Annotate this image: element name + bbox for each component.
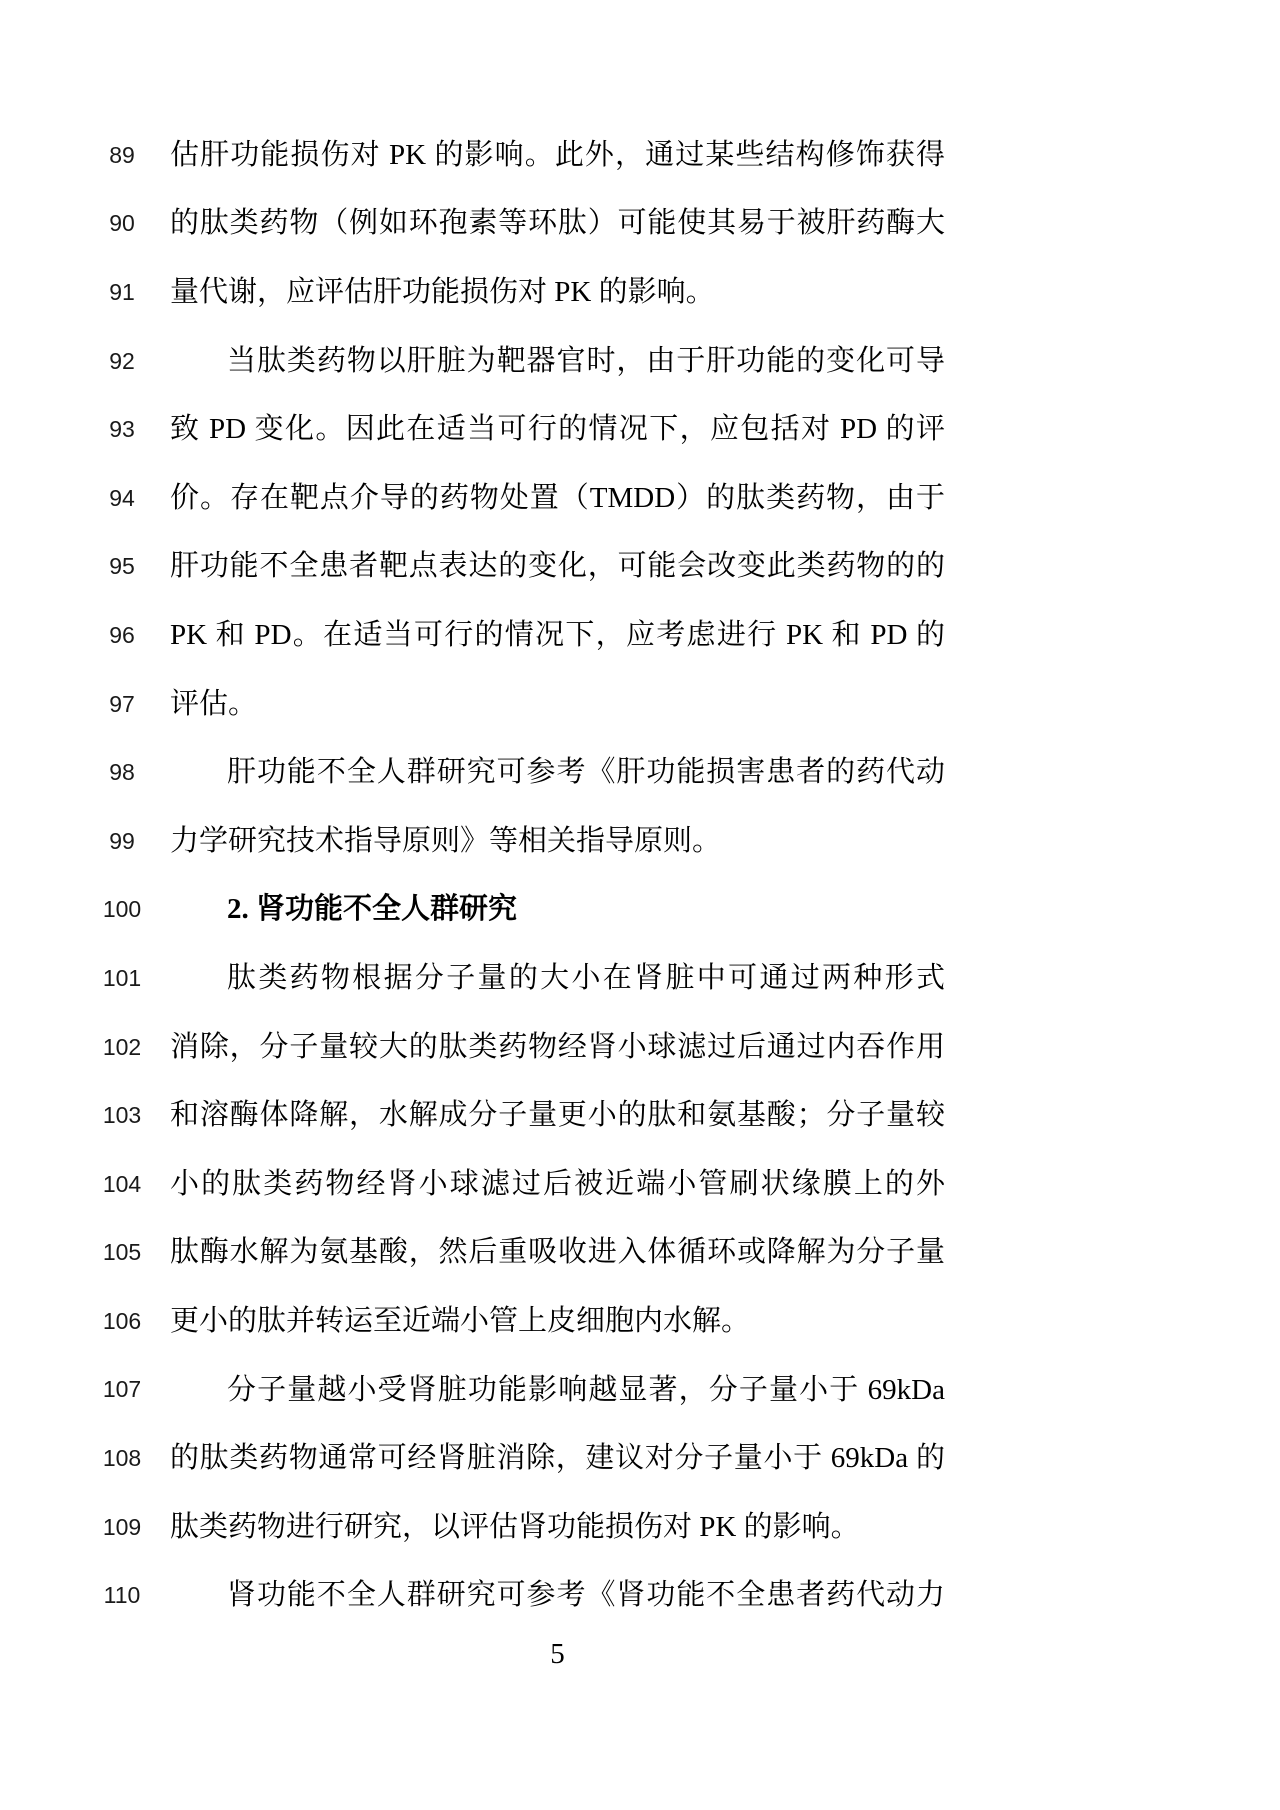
line-text: 小的肽类药物经肾小球滤过后被近端小管刷状缘膜上的外 [170, 1167, 945, 1200]
line-row [0, 1356, 945, 1425]
line-number: 110 [103, 1582, 141, 1609]
line-row [0, 121, 945, 190]
line-number: 100 [102, 896, 142, 923]
line-text: 肝功能不全人群研究可参考《肝功能损害患者的药代动 [227, 756, 945, 789]
text-lines [0, 121, 945, 1630]
line-row [0, 876, 945, 945]
line-number: 90 [109, 210, 135, 237]
line-row [0, 190, 945, 259]
line-number: 98 [109, 759, 135, 786]
line-text: 消除，分子量较大的肽类药物经肾小球滤过后通过内吞作用 [170, 1030, 945, 1063]
line-number: 93 [109, 416, 135, 443]
line-row [0, 944, 945, 1013]
line-number: 99 [109, 827, 135, 854]
line-text: 肽酶水解为氨基酸，然后重吸收进入体循环或降解为分子量 [170, 1236, 945, 1269]
line-number: 104 [102, 1170, 142, 1197]
line-number: 107 [102, 1376, 142, 1403]
line-number: 105 [102, 1239, 142, 1266]
line-text: 和溶酶体降解，水解成分子量更小的肽和氨基酸；分子量较 [170, 1099, 945, 1132]
line-number: 103 [102, 1102, 142, 1129]
line-text: 力学研究技术指导原则》等相关指导原则。 [170, 824, 722, 857]
line-number: 109 [102, 1513, 142, 1540]
line-text: 评估。 [170, 687, 258, 720]
line-row [0, 807, 945, 876]
line-row [0, 1013, 945, 1082]
line-row [0, 395, 945, 464]
line-row [0, 1561, 945, 1630]
line-text: 的肽类药物（例如环孢素等环肽）可能使其易于被肝药酶大 [170, 207, 945, 240]
line-number: 92 [109, 347, 135, 374]
line-text: 更小的肽并转运至近端小管上皮细胞内水解。 [170, 1304, 751, 1337]
line-text: 肽类药物进行研究，以评估肾功能损伤对 PK 的影响。 [170, 1510, 860, 1543]
line-number: 95 [109, 553, 135, 580]
line-row [0, 1493, 945, 1562]
line-text: 肽类药物根据分子量的大小在肾脏中可通过两种形式 [227, 962, 945, 995]
line-text: 估肝功能损伤对 PK 的影响。此外，通过某些结构修饰获得 [170, 138, 945, 171]
line-text: 2. 肾功能不全人群研究 [227, 893, 518, 926]
line-text: 分子量越小受肾脏功能影响越显著，分子量小于 69kDa [227, 1373, 945, 1406]
line-text: 价。存在靶点介导的药物处置（TMDD）的肽类药物，由于 [170, 481, 945, 514]
line-row [0, 601, 945, 670]
line-number: 97 [109, 690, 135, 717]
page-number: 5 [550, 1638, 565, 1670]
line-row [0, 1287, 945, 1356]
line-row [0, 1081, 945, 1150]
line-row [0, 1219, 945, 1288]
line-row [0, 327, 945, 396]
line-number: 102 [102, 1033, 142, 1060]
line-number: 94 [109, 484, 135, 511]
line-row [0, 1424, 945, 1493]
line-text: 量代谢，应评估肝功能损伤对 PK 的影响。 [170, 276, 715, 309]
line-text: 当肽类药物以肝脏为靶器官时，由于肝功能的变化可导 [227, 344, 945, 377]
line-number: 106 [102, 1307, 142, 1334]
line-text: 致 PD 变化。因此在适当可行的情况下，应包括对 PD 的评 [170, 413, 945, 446]
line-number: 91 [109, 278, 135, 305]
line-text: 肝功能不全患者靶点表达的变化，可能会改变此类药物的的 [170, 550, 945, 583]
line-text: 肾功能不全人群研究可参考《肾功能不全患者药代动力 [227, 1579, 945, 1612]
line-text: 的肽类药物通常可经肾脏消除，建议对分子量小于 69kDa 的 [170, 1442, 945, 1475]
line-number: 89 [109, 141, 135, 168]
line-row [0, 258, 945, 327]
line-number: 101 [102, 964, 142, 991]
line-row [0, 464, 945, 533]
line-row [0, 670, 945, 739]
line-row [0, 533, 945, 602]
line-text: PK 和 PD。在适当可行的情况下，应考虑进行 PK 和 PD 的 [170, 619, 945, 652]
line-number: 108 [102, 1445, 142, 1472]
line-row [0, 1150, 945, 1219]
line-number: 96 [109, 621, 135, 648]
line-row [0, 738, 945, 807]
